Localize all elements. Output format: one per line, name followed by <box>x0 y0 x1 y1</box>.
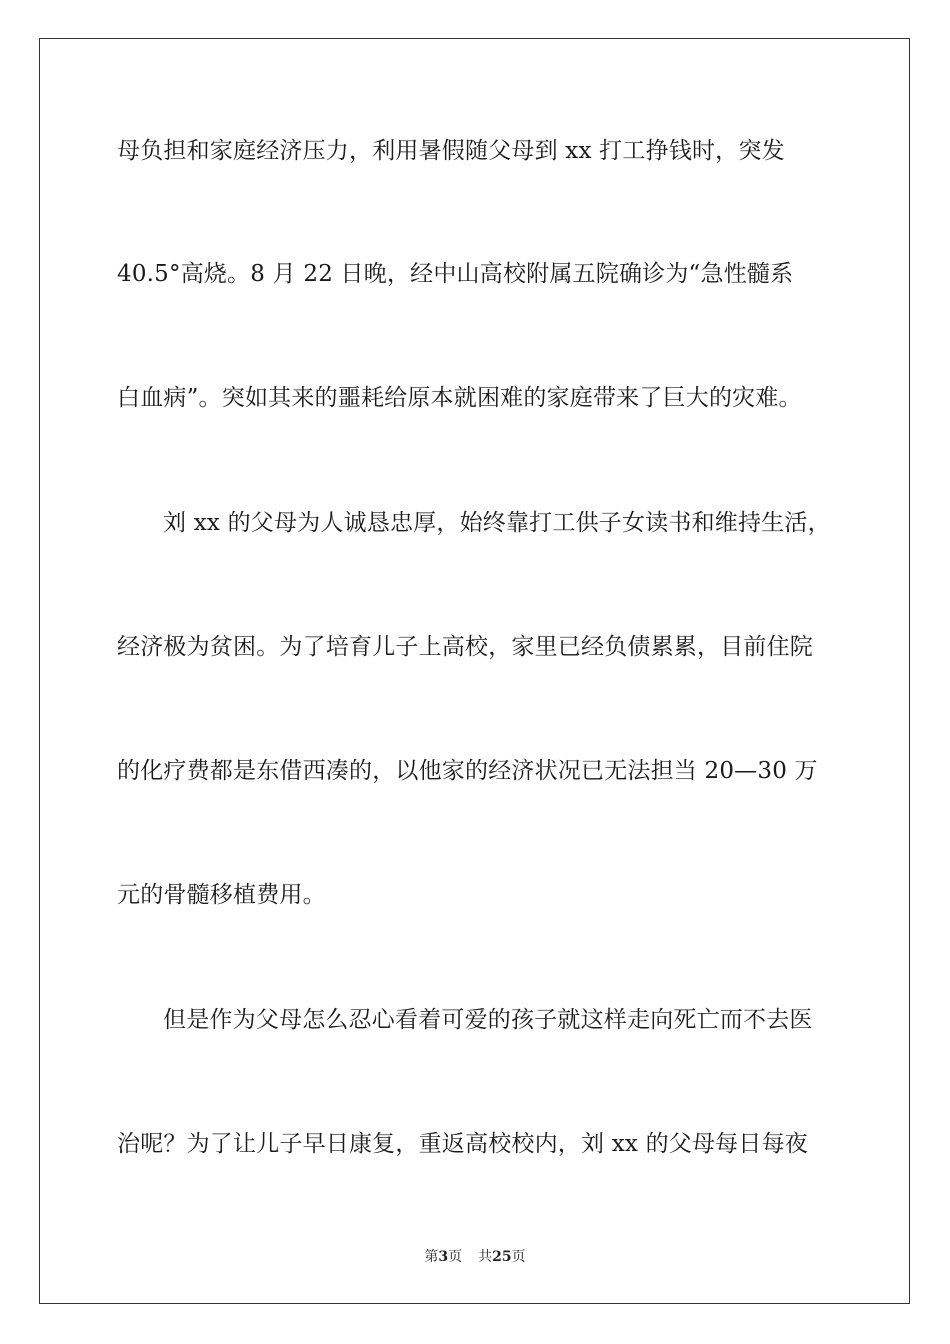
paragraph-line: 刘 xx 的父母为人诚恳忠厚，始终靠打工供子女读书和维持生活， <box>163 510 831 536</box>
paragraph-line: 母负担和家庭经济压力，利用暑假随父母到 xx 打工挣钱时，突发 <box>117 138 785 164</box>
page-footer <box>0 1246 950 1266</box>
paragraph-line: 白血病”。突如其来的噩耗给原本就困难的家庭带来了巨大的灾难。 <box>117 385 802 411</box>
paragraph-line: 治呢？为了让儿子早日康复，重返高校校内，刘 xx 的父母每日每夜 <box>117 1131 808 1157</box>
page-prefix: 第 <box>424 1249 439 1265</box>
paragraph-line: 的化疗费都是东借西凑的，以他家的经济状况已无法担当 20—30 万 <box>117 758 818 784</box>
paragraph-line: 40.5°高烧。8 月 22 日晚，经中山高校附属五院确诊为“急性髓系 <box>117 261 794 287</box>
paragraph-line: 经济极为贫困。为了培育儿子上高校，家里已经负债累累，目前住院 <box>117 634 813 660</box>
total-prefix: 共 <box>478 1249 493 1265</box>
total-suffix: 页 <box>511 1249 526 1265</box>
page-border <box>39 38 910 1304</box>
paragraph-line: 元的骨髓移植费用。 <box>117 882 326 908</box>
paragraph-line: 但是作为父母怎么忍心看着可爱的孩子就这样走向死亡而不去医 <box>163 1007 813 1033</box>
page-suffix: 页 <box>448 1249 463 1265</box>
total-pages: 25 <box>492 1249 512 1265</box>
page-number: 3 <box>438 1249 449 1265</box>
